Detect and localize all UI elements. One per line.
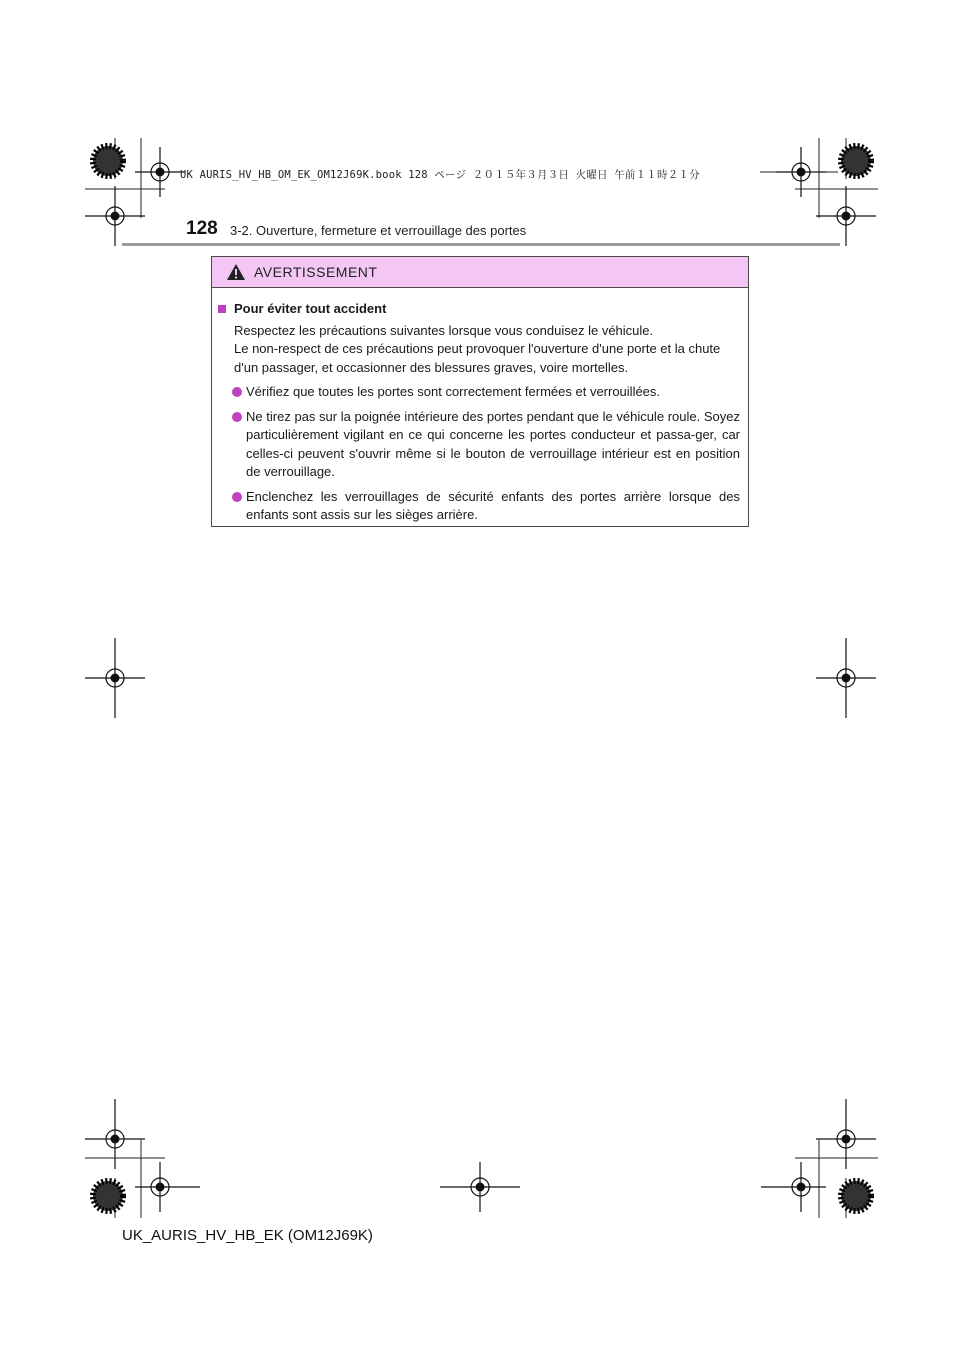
bullet-text: Enclenchez les verrouillages de sécurité enfants des portes arrière lorsque des enfants sont assis sur les sièges arrière. — [246, 488, 740, 522]
bullet-item — [217, 408, 740, 482]
bullet-text: Vérifiez que toutes les portes sont correctement fermées et verrouillées. — [246, 384, 661, 399]
warning-title: AVERTISSEMENT — [254, 264, 378, 280]
warning-heading-text: Pour éviter tout accident — [234, 301, 387, 316]
round-bullet-icon — [232, 492, 242, 502]
header-rule — [122, 243, 840, 246]
round-bullet-icon — [232, 387, 242, 397]
warning-box — [211, 256, 749, 527]
warning-intro — [217, 322, 740, 378]
bullet-text: Ne tirez pas sur la poignée intérieure des portes pendant que le véhicule roule. Soyez particulièrement vigilant en ce qui concerne les portes conducteur et passa-ger, car celles-ci peuvent s'ouvrir même si le bouton de verrouillage intérieur est en position de verrouillage. — [246, 408, 740, 479]
round-bullet-icon — [232, 412, 242, 422]
warning-triangle-icon — [226, 263, 246, 281]
section-title: 3-2. Ouverture, fermeture et verrouillage des portes — [230, 223, 527, 238]
intro-line: d'un passager, et occasionner des blessures graves, voire mortelles. — [234, 359, 629, 375]
warning-subheading — [217, 300, 740, 319]
intro-line: Respectez les précautions suivantes lorsque vous conduisez le véhicule. — [234, 322, 654, 338]
book-filename-line: UK AURIS_HV_HB_OM_EK_OM12J69K.book 128 ページ ２０１５年３月３日 火曜日 午前１１時２１分 — [180, 169, 700, 181]
square-bullet-icon — [218, 305, 226, 313]
intro-line: Le non-respect de ces précautions peut provoquer l'ouverture d'une porte et la chute — [234, 341, 721, 356]
bullet-item — [217, 383, 740, 402]
bullet-item — [217, 488, 740, 525]
footer-doc-code: UK_AURIS_HV_HB_EK (OM12J69K) — [122, 1227, 373, 1244]
page-number: 128 — [186, 218, 218, 239]
warning-header — [212, 257, 748, 288]
warning-body — [212, 288, 748, 525]
